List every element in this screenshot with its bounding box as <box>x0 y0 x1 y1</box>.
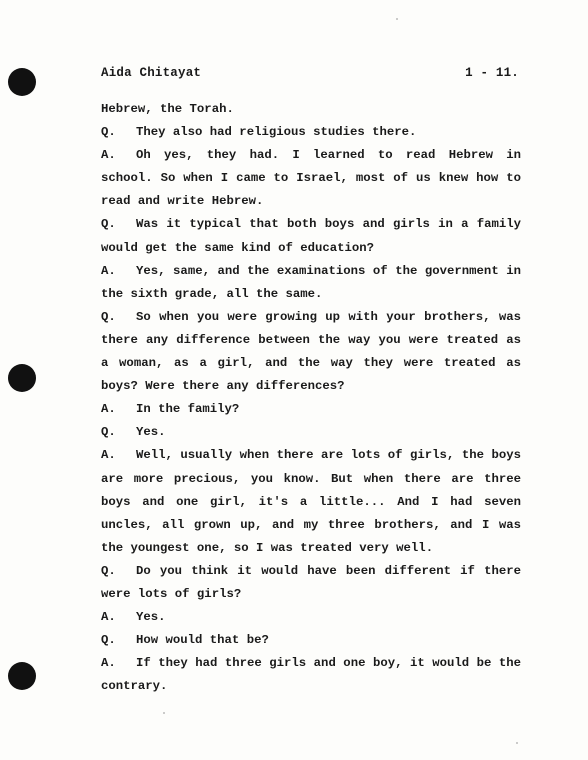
speaker-label: Q. <box>101 633 116 648</box>
binder-hole-top <box>8 68 36 96</box>
paragraph-text: Hebrew, the Torah. <box>101 102 234 116</box>
paragraph-text: Oh yes, they had. I learned to read Hebrew in school. So when I came to Israel, most of us knew how to read and write Hebrew. <box>101 148 521 209</box>
paragraph-text: Yes. <box>136 610 166 625</box>
transcript-paragraph <box>101 629 521 652</box>
speaker-label: A. <box>101 263 116 278</box>
paragraph-text: In the family? <box>136 402 240 417</box>
scan-speck <box>396 18 398 20</box>
scan-speck <box>516 742 518 744</box>
transcript-paragraph <box>101 121 521 144</box>
binder-hole-middle <box>8 364 36 392</box>
paragraph-text: Yes. <box>136 425 166 440</box>
interviewee-name: Aida Chitayat <box>101 66 202 80</box>
paragraph-text: So when you were growing up with your brothers, was there any difference between the way you were treated as a woman, as a girl, and the way they were treated as boys? Were there any differences? <box>101 309 521 394</box>
speaker-label: Q. <box>101 217 116 232</box>
transcript-paragraph <box>101 560 521 606</box>
transcript-body <box>101 98 521 698</box>
paragraph-text: How would that be? <box>136 633 269 648</box>
speaker-label: Q. <box>101 125 116 140</box>
speaker-label: A. <box>101 402 116 417</box>
transcript-paragraph <box>101 652 521 698</box>
transcript-paragraph <box>101 606 521 629</box>
paragraph-text: If they had three girls and one boy, it would be the contrary. <box>101 656 521 694</box>
paragraph-text: Well, usually when there are lots of girls, the boys are more precious, you know. But when there are three boys and one girl, it's a little... And I had seven uncles, all grown up, and my three brothers, and I was the youngest one, so I was treated very well. <box>101 448 521 555</box>
transcript-paragraph <box>101 260 521 306</box>
transcript-paragraph <box>101 144 521 213</box>
paragraph-text: Was it typical that both boys and girls in a family would get the same kind of education? <box>101 217 521 255</box>
transcript-paragraph <box>101 398 521 421</box>
transcript-paragraph <box>101 98 521 121</box>
transcript-paragraph <box>101 213 521 259</box>
speaker-label: Q. <box>101 309 116 324</box>
speaker-label: A. <box>101 148 116 163</box>
transcript-paragraph <box>101 421 521 444</box>
paragraph-text: They also had religious studies there. <box>136 125 417 140</box>
scan-speck <box>163 712 165 714</box>
transcript-paragraph <box>101 444 521 559</box>
speaker-label: A. <box>101 448 116 463</box>
binder-hole-bottom <box>8 662 36 690</box>
speaker-label: Q. <box>101 563 116 578</box>
transcript-paragraph <box>101 306 521 398</box>
paragraph-text: Yes, same, and the examinations of the government in the sixth grade, all the same. <box>101 263 521 301</box>
speaker-label: Q. <box>101 425 116 440</box>
speaker-label: A. <box>101 656 116 671</box>
paragraph-text: Do you think it would have been different if there were lots of girls? <box>101 563 521 601</box>
page-number: 1 - 11. <box>465 66 519 80</box>
speaker-label: A. <box>101 610 116 625</box>
